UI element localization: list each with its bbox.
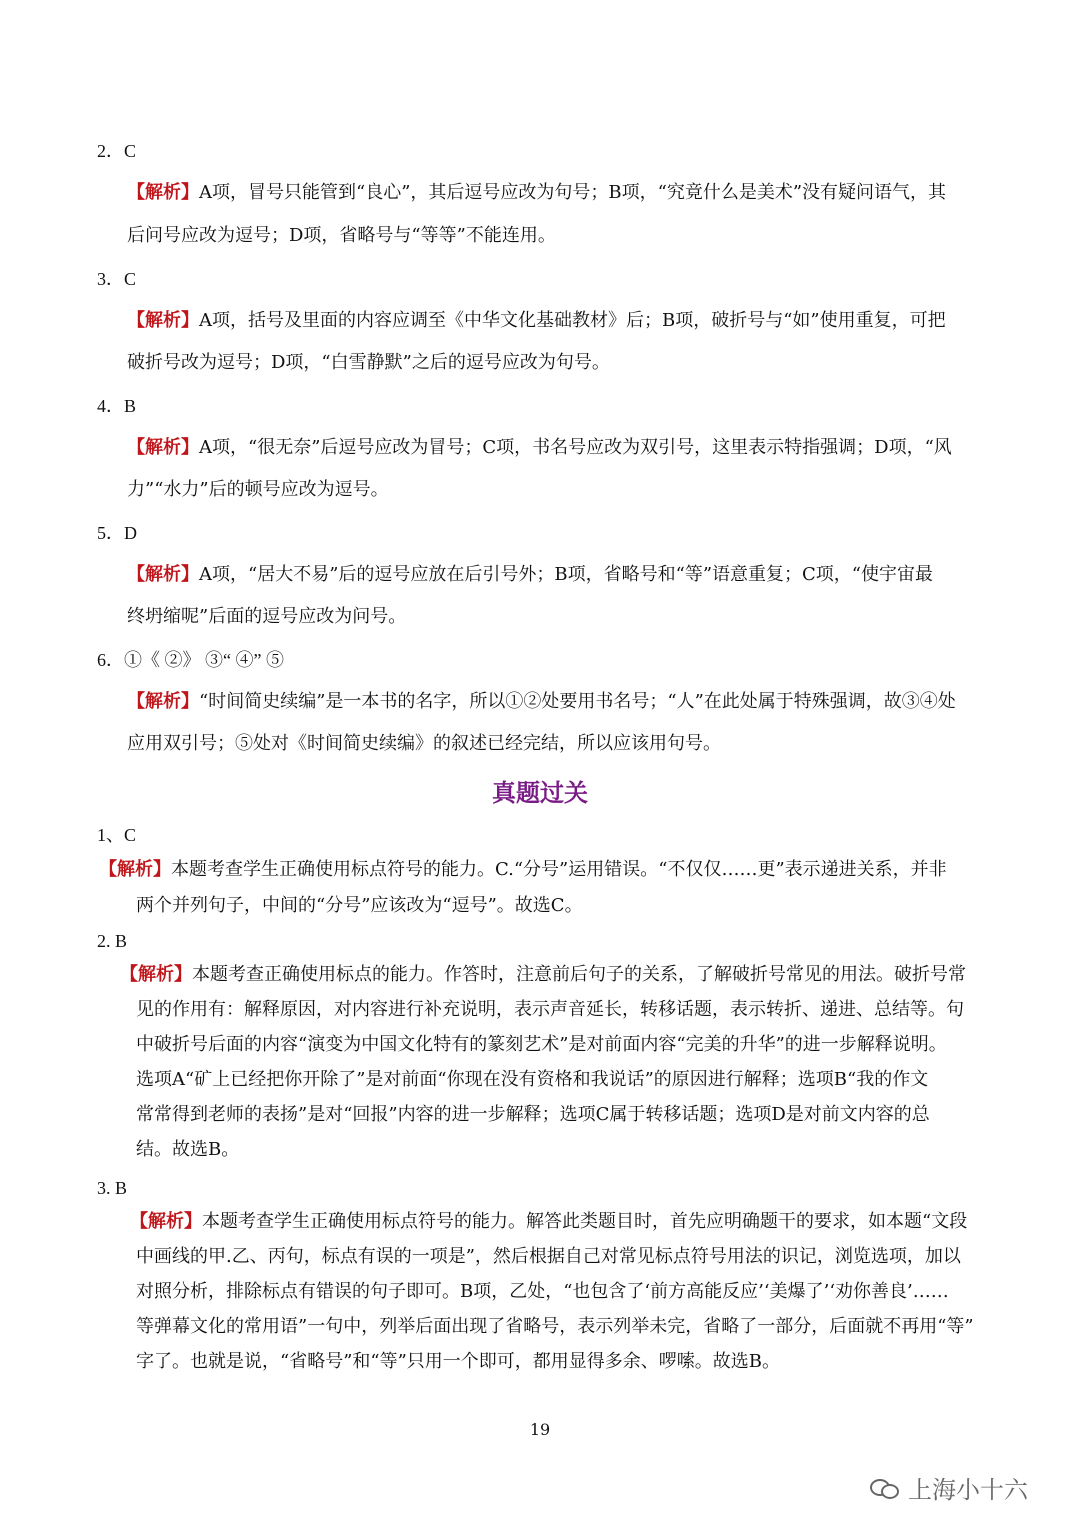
explanation-3-line-2: 破折号改为逗号；D项，“白雪静默”之后的逗号应改为句号。	[127, 352, 610, 373]
answer-2: 2．C	[97, 141, 137, 161]
analysis-tag: 【解析】	[127, 691, 199, 712]
analysis-tag: 【解析】	[127, 437, 199, 458]
analysis-tag: 【解析】	[130, 1211, 202, 1232]
analysis-tag: 【解析】	[120, 964, 192, 985]
explanation-2-line-2: 后问号应改为逗号；D项，省略号与“等等”不能连用。	[127, 225, 556, 246]
real-explanation-3-line-4: 等弹幕文化的常用语”一句中，列举后面出现了省略号，表示列举未完，省略了一部分，后面就不再用“等”	[136, 1316, 974, 1337]
explanation-5-line-2: 终坍缩呢”后面的逗号应改为问号。	[127, 606, 407, 627]
explanation-6-line-2: 应用双引号；⑤处对《时间简史续编》的叙述已经完结，所以应该用句号。	[127, 733, 721, 754]
answer-3: 3．C	[97, 269, 137, 289]
watermark-text: 上海小十六	[908, 1476, 1028, 1504]
wechat-icon	[870, 1477, 900, 1499]
page-number: 19	[529, 1420, 551, 1439]
real-explanation-3-line-5: 字了。也就是说，“省略号”和“等”只用一个即可，都用显得多余、啰嗦。故选B。	[136, 1351, 781, 1372]
watermark	[870, 1470, 1028, 1505]
real-answer-2: 2. B	[97, 931, 128, 951]
answer-5: 5．D	[97, 523, 137, 543]
real-explanation-2-line-5: 常常得到老师的表扬”是对“回报”内容的进一步解释；选项C属于转移话题；选项D是对前文内容的总	[136, 1104, 930, 1125]
real-explanation-2-line-3: 中破折号后面的内容“演变为中国文化特有的篆刻艺术”是对前面内容“完美的升华”的进一步解释说明。	[136, 1034, 947, 1055]
analysis-tag: 【解析】	[127, 182, 199, 203]
real-answer-1: 1、C	[97, 825, 137, 845]
analysis-tag: 【解析】	[127, 564, 199, 585]
analysis-tag: 【解析】	[127, 310, 199, 331]
real-explanation-2-line-2: 见的作用有：解释原因，对内容进行补充说明，表示声音延长，转移话题，表示转折、递进、总结等。句	[136, 999, 964, 1020]
answer-6: 6．①《 ②》 ③“ ④” ⑤	[97, 650, 284, 670]
explanation-2-line-1: 【解析】A项，冒号只能管到“良心”，其后逗号应改为句号；B项，“究竟什么是美术”没有疑问语气，其	[127, 182, 947, 203]
analysis-tag: 【解析】	[99, 859, 171, 880]
explanation-5-line-1: 【解析】A项，“居大不易”后的逗号应放在后引号外；B项，省略号和“等”语意重复；C项，“使宇宙最	[127, 564, 934, 585]
answer-4: 4．B	[97, 396, 137, 416]
real-explanation-2-line-6: 结。故选B。	[136, 1139, 240, 1160]
real-explanation-3-line-3: 对照分析，排除标点有错误的句子即可。B项，乙处，“也包含了‘前方高能反应’‘美爆了’‘劝你善良’……	[136, 1281, 949, 1302]
explanation-3-line-1: 【解析】A项，括号及里面的内容应调至《中华文化基础教材》后；B项，破折号与“如”使用重复，可把	[127, 310, 946, 331]
explanation-4-line-1: 【解析】A项，“很无奈”后逗号应改为冒号；C项，书名号应改为双引号，这里表示特指强调；D项，“风	[127, 437, 952, 458]
real-explanation-2-line-4: 选项A“矿上已经把你开除了”是对前面“你现在没有资格和我说话”的原因进行解释；选项B“我的作文	[136, 1069, 929, 1090]
real-explanation-1-line-1: 【解析】本题考查学生正确使用标点符号的能力。C.“分号”运用错误。“不仅仅……更”表示递进关系，并非	[99, 859, 947, 880]
explanation-6-line-1: 【解析】“时间简史续编”是一本书的名字，所以①②处要用书名号；“人”在此处属于特殊强调，故③④处	[127, 691, 956, 712]
explanation-4-line-2: 力”“水力”后的顿号应改为逗号。	[127, 479, 389, 500]
real-answer-3: 3. B	[97, 1178, 128, 1198]
real-explanation-2-line-1: 【解析】本题考查正确使用标点的能力。作答时，注意前后句子的关系，了解破折号常见的用法。破折号常	[120, 964, 966, 985]
real-explanation-3-line-1: 【解析】本题考查学生正确使用标点符号的能力。解答此类题目时，首先应明确题干的要求，如本题“文段	[130, 1211, 968, 1232]
section-title: 真题过关	[492, 778, 588, 807]
real-explanation-1-line-2: 两个并列句子，中间的“分号”应该改为“逗号”。故选C。	[136, 895, 583, 916]
real-explanation-3-line-2: 中画线的甲.乙、丙句，标点有误的一项是”，然后根据自己对常见标点符号用法的识记，浏览选项，加以	[136, 1246, 961, 1267]
